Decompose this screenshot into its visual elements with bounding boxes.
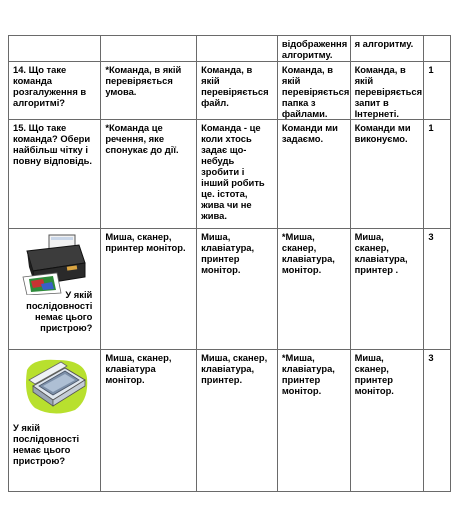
option-cell: Команда, в якій перевіряється папка з файлами. <box>277 62 350 120</box>
option-cell: Команди ми задаємо. <box>277 120 350 229</box>
device-question: У якій послідовності немає цього пристрою? <box>26 289 93 333</box>
option-cell: Миша, клавіатура, принтер монітор. <box>197 229 278 350</box>
points-cell: 1 <box>424 62 451 120</box>
question-cell <box>9 36 101 62</box>
option-cell: Миша, сканер, клавіатура монітор. <box>101 350 197 492</box>
option-cell: Миша, сканер, принтер монітор. <box>350 350 424 492</box>
option-cell: *Команда це речення, яке спонукає до дії. <box>101 120 197 229</box>
question-cell: 14. Що таке команда розгалуження в алгоритмі? <box>9 62 101 120</box>
question-cell: 15. Що таке команда? Обери найбільш чітку і повну відповідь. <box>9 120 101 229</box>
device-question: У якій послідовності немає цього пристрою? <box>13 422 80 466</box>
table-row <box>9 350 451 492</box>
quiz-table <box>8 35 451 492</box>
option-cell: *Команда, в якій перевіряється умова. <box>101 62 197 120</box>
table-row <box>9 120 451 229</box>
question-cell <box>9 350 101 492</box>
table-row <box>9 229 451 350</box>
points-cell: 3 <box>424 350 451 492</box>
option-cell: Миша, сканер, принтер монітор. <box>101 229 197 350</box>
option-cell: Миша, сканер, клавіатура, принтер. <box>197 350 278 492</box>
points-cell: 1 <box>424 120 451 229</box>
option-cell: я алгоритму. <box>350 36 424 62</box>
points-cell <box>424 36 451 62</box>
points-cell: 3 <box>424 229 451 350</box>
option-cell: Команди ми виконуємо. <box>350 120 424 229</box>
option-cell: *Миша, клавіатура, принтер монітор. <box>277 350 350 492</box>
option-cell: Команда, в якій перевіряється запит в Інтернеті. <box>350 62 424 120</box>
printer-icon <box>21 233 87 295</box>
question-cell <box>9 229 101 350</box>
scanner-icon <box>23 356 91 418</box>
option-cell: *Миша, сканер, клавіатура, монітор. <box>277 229 350 350</box>
option-cell <box>197 36 278 62</box>
option-cell: Команда - це коли хтось задає що-небудь зробити і інший робить це. істота, жива чи не жива. <box>197 120 278 229</box>
option-cell <box>101 36 197 62</box>
table-row <box>9 62 451 120</box>
option-cell: відображення алгоритму. <box>277 36 350 62</box>
option-cell: Команда, в якій перевіряється файл. <box>197 62 278 120</box>
table-row <box>9 36 451 62</box>
option-cell: Миша, сканер, клавіатура, принтер . <box>350 229 424 350</box>
